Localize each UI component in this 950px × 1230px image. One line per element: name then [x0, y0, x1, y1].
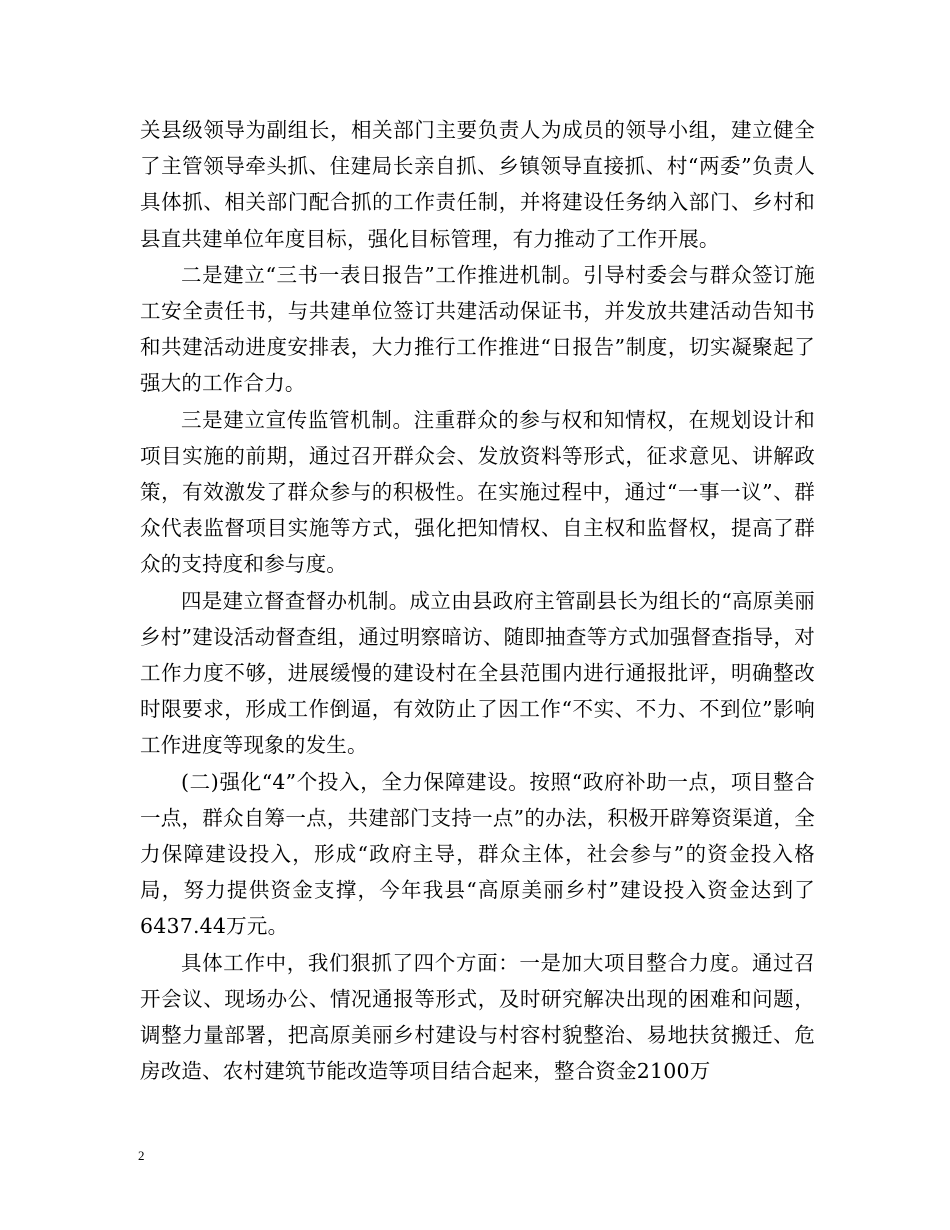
paragraph-mechanism-reports: 二是建立“三书一表日报告”工作推进机制。引导村委会与群众签订施工安全责任书，与共建单位签订共建活动保证书，并发放共建活动告知书和共建活动进度安排表，大力推行工作推进“日报告”制度，切实凝聚起了强大的工作合力。: [140, 262, 815, 396]
page-number: 2: [138, 1148, 145, 1163]
paragraph-mechanism-publicity: 三是建立宣传监管机制。注重群众的参与权和知情权，在规划设计和项目实施的前期，通过召开群众会、发放资料等形式，征求意见、讲解政策，有效激发了群众参与的积极性。在实施过程中，通过“一事一议”、群众代表监督项目实施等方式，强化把知情权、自主权和监督权，提高了群众的支持度和参与度。: [140, 407, 815, 577]
paragraph-section-investment: (二)强化“4”个投入，全力保障建设。按照“政府补助一点，项目整合一点，群众自筹一点，共建部门支持一点”的办法，积极开辟筹资渠道，全力保障建设投入，形成“政府主导，群众主体，社会参与”的资金投入格局，努力提供资金支撑，今年我县“高原美丽乡村”建设投入资金达到了6437.44万元。: [140, 769, 815, 939]
paragraph-specific-work: 具体工作中，我们狠抓了四个方面：一是加大项目整合力度。通过召开会议、现场办公、情况通报等形式，及时研究解决出现的困难和问题，调整力量部署，把高原美丽乡村建设与村容村貌整治、易地扶贫搬迁、危房改造、农村建筑节能改造等项目结合起来，整合资金2100万: [140, 950, 815, 1084]
body-text: [140, 112, 815, 1089]
paragraph-continuation: 关县级领导为副组长，相关部门主要负责人为成员的领导小组，建立健全了主管领导牵头抓、住建局长亲自抓、乡镇领导直接抓、村“两委”负责人具体抓、相关部门配合抓的工作责任制，并将建设任务纳入部门、乡村和县直共建单位年度目标，强化目标管理，有力推动了工作开展。: [140, 118, 815, 251]
paragraph-mechanism-supervision: 四是建立督查督办机制。成立由县政府主管副县长为组长的“高原美丽乡村”建设活动督查组，通过明察暗访、随即抽查等方式加强督查指导，对工作力度不够，进展缓慢的建设村在全县范围内进行通报批评，明确整改时限要求，形成工作倒逼，有效防止了因工作“不实、不力、不到位”影响工作进度等现象的发生。: [140, 588, 815, 758]
